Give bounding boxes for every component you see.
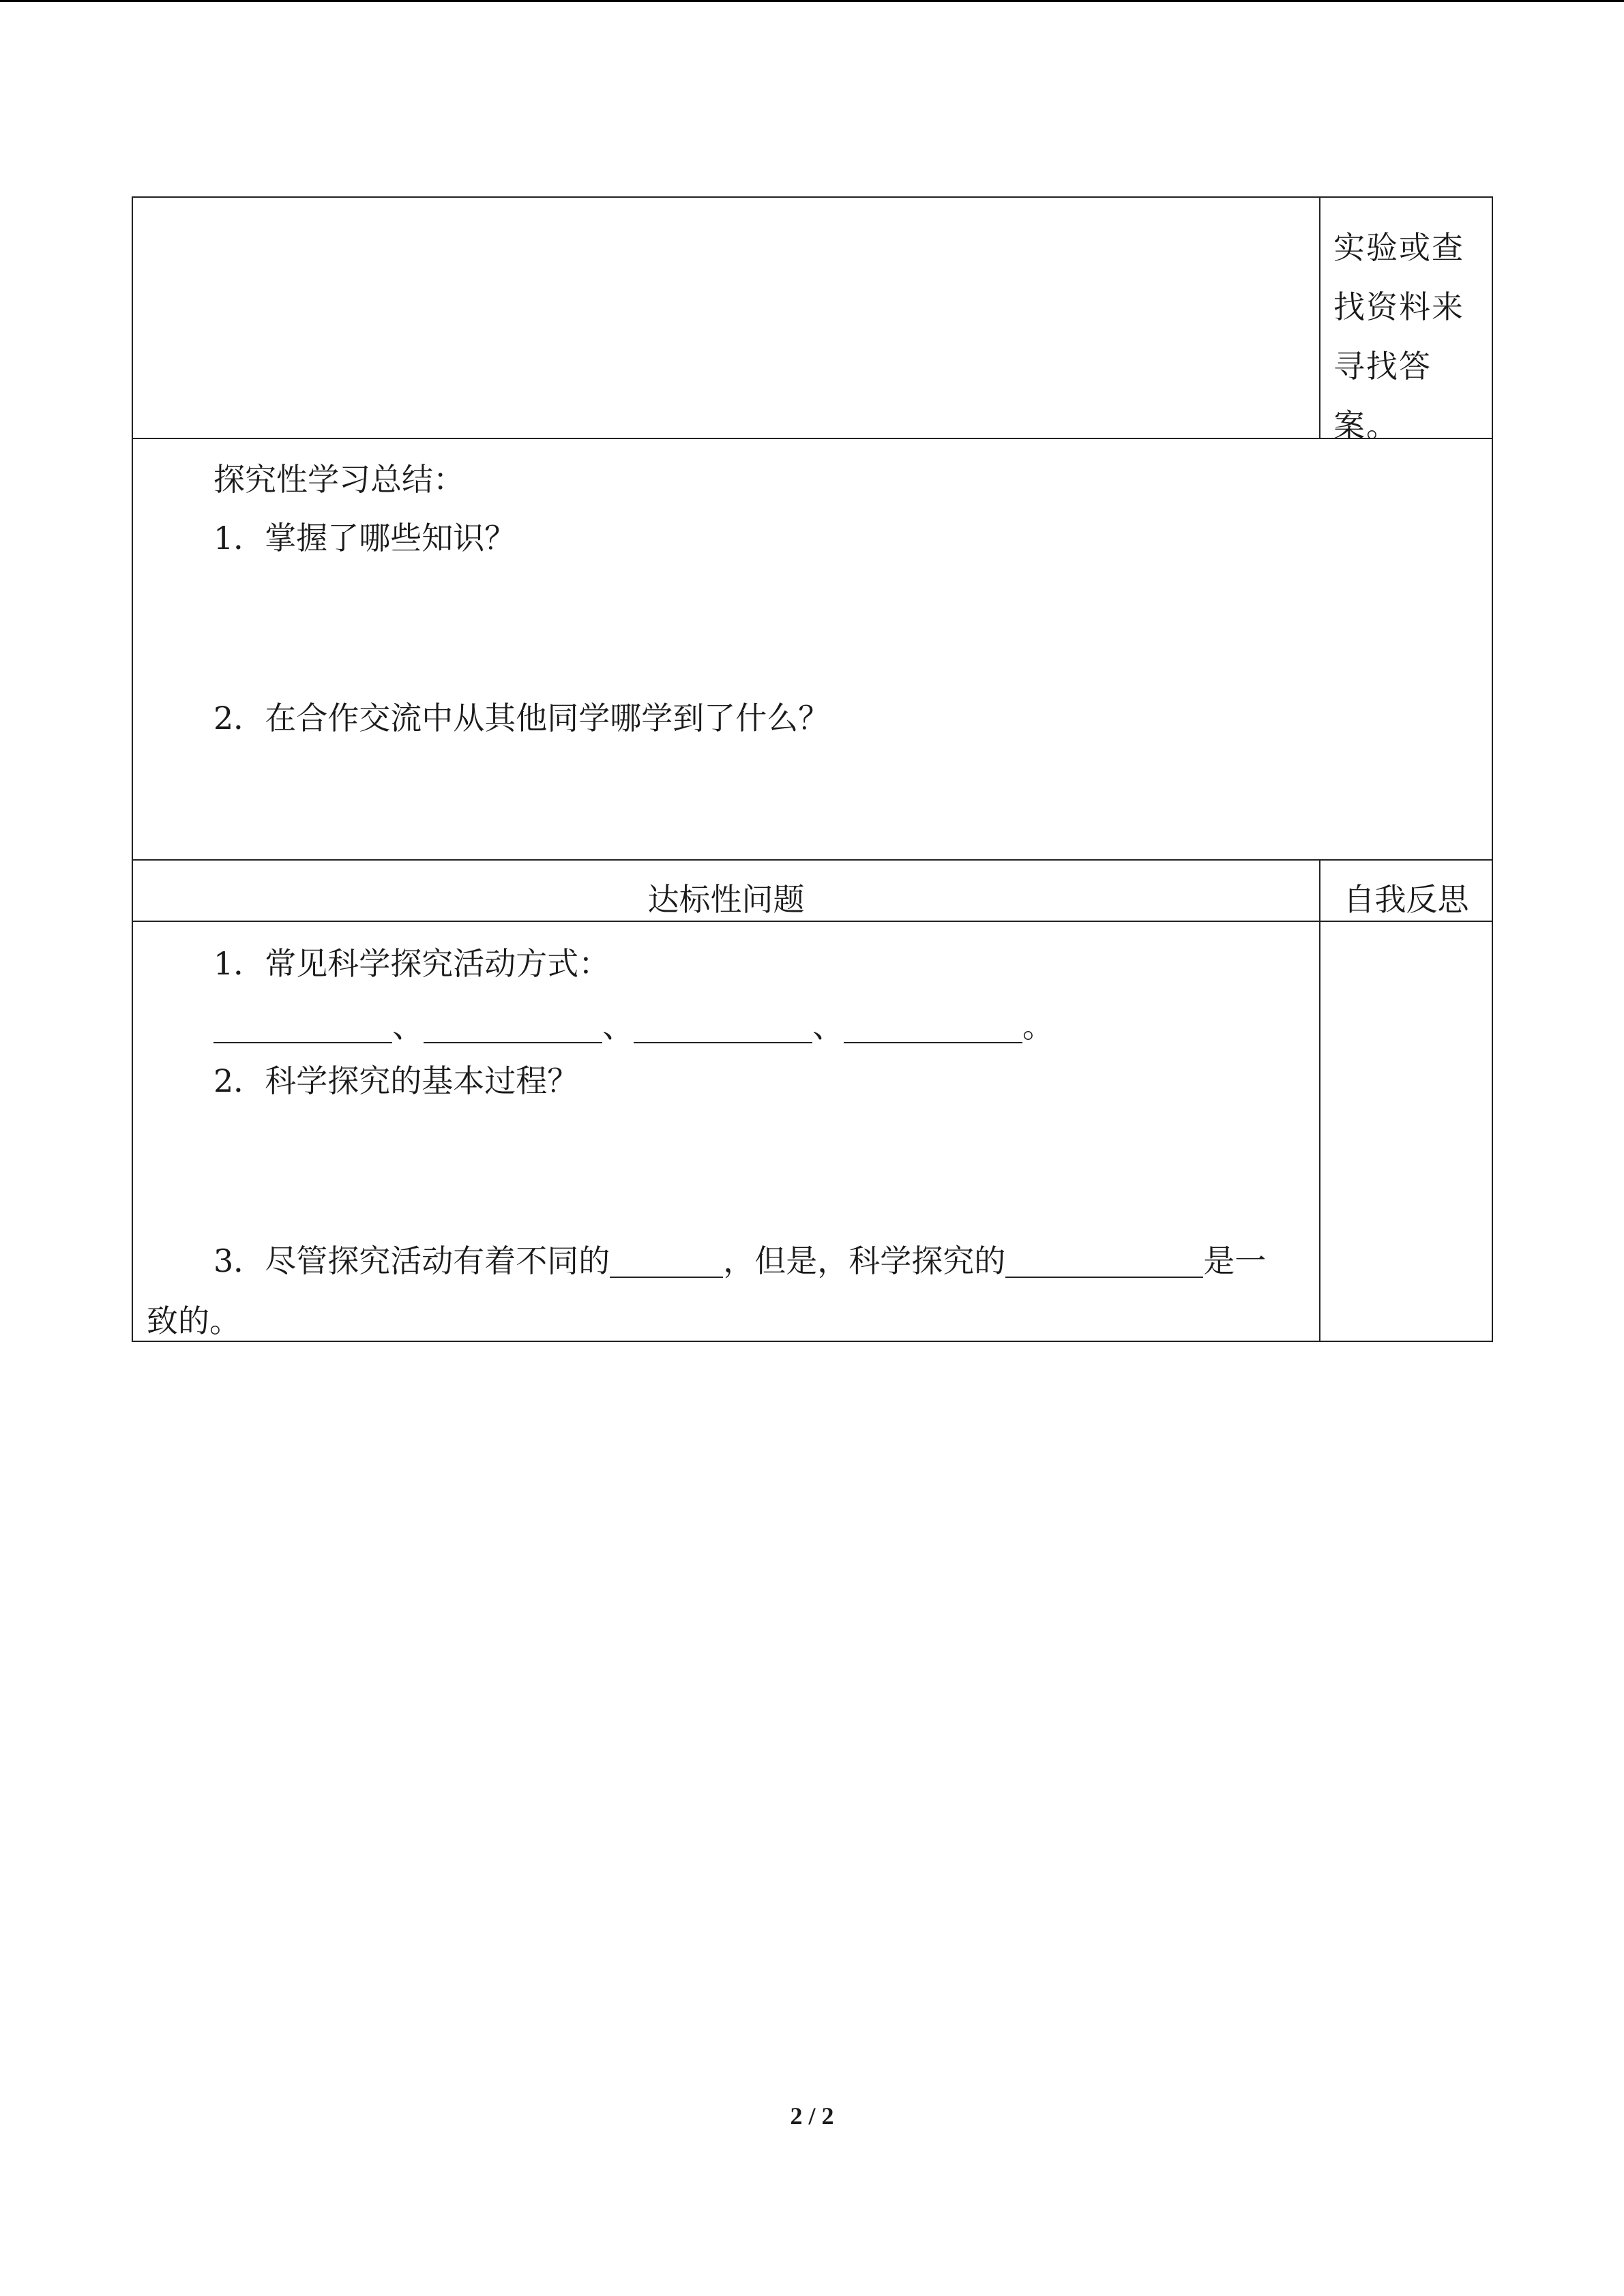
assessment-header: 达标性问题 [647, 881, 805, 918]
answer-blank[interactable] [634, 1015, 812, 1043]
answer-blank[interactable] [213, 1015, 392, 1043]
question-3-text: ，但是，科学探究的 [723, 1242, 1006, 1279]
answer-blank[interactable] [424, 1015, 602, 1043]
summary-cell [132, 438, 1493, 861]
page-number: 2 / 2 [790, 2102, 834, 2130]
top-border-line [0, 0, 1624, 2]
answer-blank[interactable] [610, 1249, 723, 1278]
blank-separator: 、 [602, 1008, 634, 1045]
blank-separator: 、 [812, 1008, 844, 1045]
blank-separator: 、 [392, 1008, 424, 1045]
assessment-question-3 [213, 1242, 1267, 1279]
assessment-question-2: 2．科学探究的基本过程？ [213, 1062, 579, 1099]
answer-blank[interactable] [1005, 1249, 1203, 1278]
question-3-text: 3．尽管探究活动有着不同的 [213, 1242, 610, 1279]
summary-question-1: 1．掌握了哪些知识？ [213, 520, 516, 556]
side-note-text: 实验或查找资料来寻找答案。 [1333, 229, 1464, 444]
assessment-question-1-blanks [213, 1008, 1054, 1045]
reflection-header: 自我反思 [1343, 881, 1469, 918]
blank-end-mark: 。 [1022, 1008, 1054, 1045]
question-3-text: 是一 [1203, 1242, 1267, 1279]
assessment-question-3-continued: 致的。 [147, 1302, 241, 1339]
reflection-answer-cell [1319, 921, 1493, 1342]
summary-question-2: 2．在合作交流中从其他同学哪学到了什么？ [213, 700, 830, 736]
top-content-cell [132, 196, 1320, 439]
assessment-question-1: 1．常见科学探究活动方式： [213, 945, 610, 982]
summary-title: 探究性学习总结： [213, 461, 464, 498]
answer-blank[interactable] [844, 1015, 1022, 1043]
